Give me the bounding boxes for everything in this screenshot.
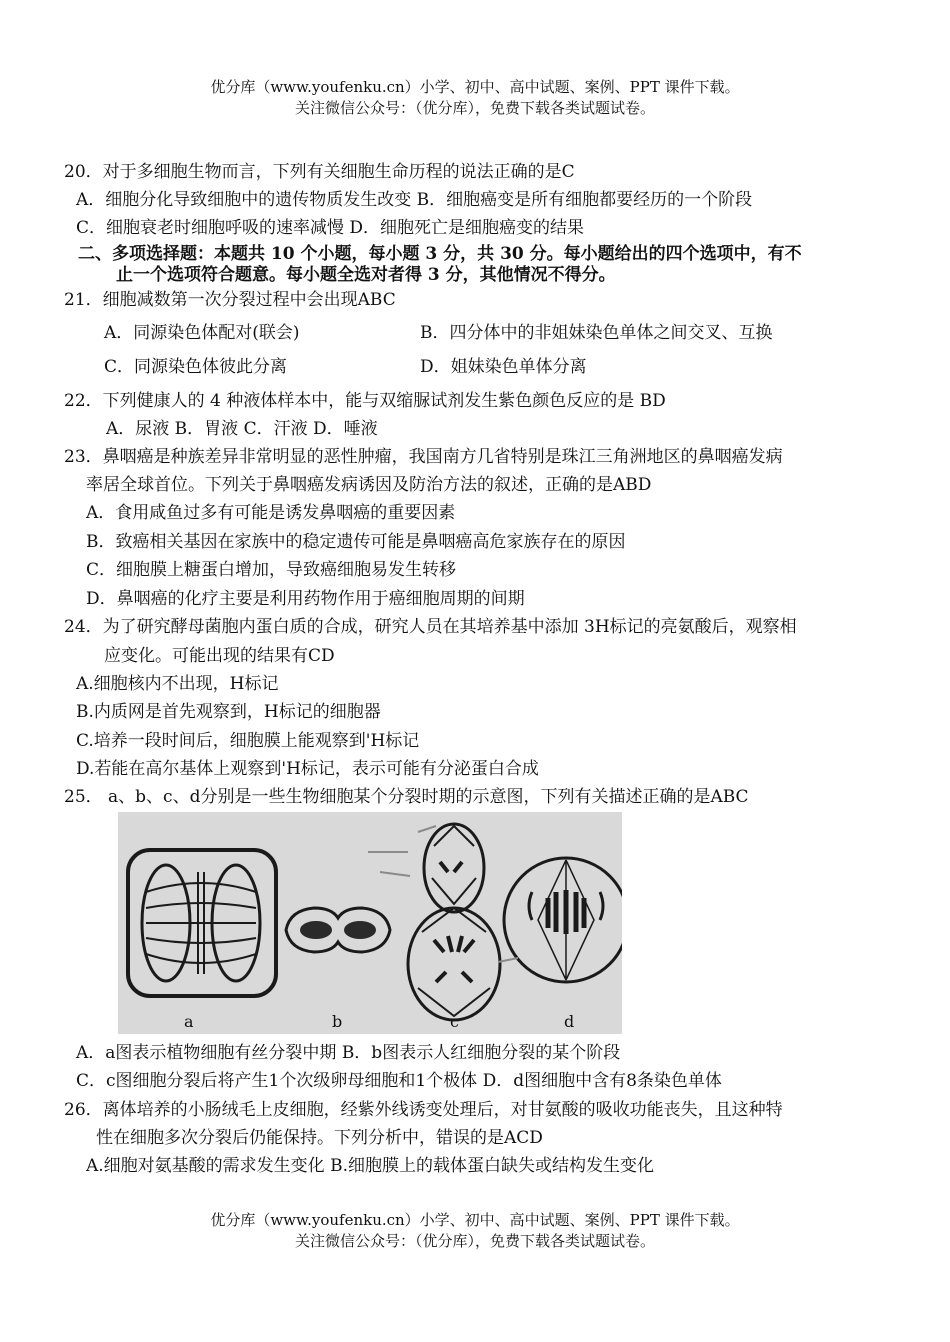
q25-options-cd: C．c图细胞分裂后将产生1个次级卵母细胞和1个极体 D．d图细胞中含有8条染色单体 [76, 1071, 722, 1091]
footer-line-2: 关注微信公众号：（优分库），免费下载各类试题试卷。 [294, 1232, 655, 1250]
q25-options-ab: A．a图表示植物细胞有丝分裂中期 B．b图表示人红细胞分裂的某个阶段 [76, 1043, 621, 1063]
cell-a-drawing [128, 850, 276, 996]
figure-label-c: c [450, 1012, 459, 1031]
q20-stem: 20．对于多细胞生物而言，下列有关细胞生命历程的说法正确的是C [64, 162, 575, 182]
q23-option-a: A．食用咸鱼过多有可能是诱发鼻咽癌的重要因素 [86, 503, 456, 523]
q23-option-b: B．致癌相关基因在家族中的稳定遗传可能是鼻咽癌高危家族存在的原因 [86, 532, 626, 552]
q21-option-c: C．同源染色体彼此分离 [104, 357, 288, 377]
q21-option-d: D．姐妹染色单体分离 [420, 357, 587, 377]
q21-option-b: B．四分体中的非姐妹染色单体之间交叉、互换 [420, 323, 773, 343]
q24-option-a: A.细胞核内不出现，H标记 [76, 674, 279, 694]
q26-stem-line1: 26．离体培养的小肠绒毛上皮细胞，经紫外线诱变处理后，对甘氨酸的吸收功能丧失，且这种特 [64, 1100, 783, 1120]
q26-stem-line2: 性在细胞多次分裂后仍能保持。下列分析中，错误的是ACD [96, 1128, 543, 1148]
q23-stem-line1: 23．鼻咽癌是种族差异非常明显的恶性肿瘤，我国南方几省特别是珠江三角洲地区的鼻咽癌发病 [64, 447, 783, 467]
cell-division-figure [118, 812, 622, 1034]
q26-options-ab: A.细胞对氨基酸的需求发生变化 B.细胞膜上的载体蛋白缺失或结构发生变化 [86, 1156, 654, 1176]
q24-option-d: D.若能在高尔基体上观察到'H标记，表示可能有分泌蛋白合成 [76, 759, 539, 779]
footer-line-1: 优分库（www.youfenku.cn）小学、初中、高中试题、案例、PPT 课件下载。 [210, 1211, 740, 1229]
cell-b-drawing [286, 908, 390, 952]
figure-label-a: a [184, 1012, 194, 1031]
header-line-1: 优分库（www.youfenku.cn）小学、初中、高中试题、案例、PPT 课件下载。 [210, 78, 740, 96]
header-line-2: 关注微信公众号：（优分库），免费下载各类试题试卷。 [294, 99, 655, 117]
q24-stem-line2: 应变化。可能出现的结果有CD [104, 646, 335, 666]
q21-stem: 21．细胞减数第一次分裂过程中会出现ABC [64, 290, 396, 310]
cell-c-drawing [408, 824, 500, 1020]
q22-options: A．尿液 B．胃液 C．汗液 D．唾液 [106, 419, 378, 439]
q21-option-a: A．同源染色体配对(联会) [104, 323, 300, 343]
q23-option-c: C．细胞膜上糖蛋白增加，导致癌细胞易发生转移 [86, 560, 457, 580]
q22-stem: 22．下列健康人的 4 种液体样本中，能与双缩脲试剂发生紫色颜色反应的是 BD [64, 391, 666, 411]
q24-option-b: B.内质网是首先观察到，H标记的细胞器 [76, 702, 381, 722]
section2-instructions: 止一个选项符合题意。每小题全选对者得 3 分，其他情况不得分。 [116, 265, 616, 285]
q25-stem: 25． a、b、c、d分别是一些生物细胞某个分裂时期的示意图，下列有关描述正确的是ABC [64, 787, 749, 807]
q20-options-cd: C．细胞衰老时细胞呼吸的速率减慢 D．细胞死亡是细胞癌变的结果 [76, 218, 585, 238]
figure-label-b: b [332, 1012, 343, 1031]
q24-option-c: C.培养一段时间后，细胞膜上能观察到'H标记 [76, 731, 420, 751]
cell-d-drawing [504, 858, 622, 982]
q20-options-ab: A．细胞分化导致细胞中的遗传物质发生改变 B．细胞癌变是所有细胞都要经历的一个阶段 [76, 190, 753, 210]
section2-title: 二、多项选择题：本题共 10 个小题，每小题 3 分，共 30 分。每小题给出的四个选项中，有不 [78, 244, 802, 264]
figure-label-d: d [564, 1012, 575, 1031]
q23-option-d: D．鼻咽癌的化疗主要是利用药物作用于癌细胞周期的间期 [86, 589, 525, 609]
q24-stem-line1: 24．为了研究酵母菌胞内蛋白质的合成，研究人员在其培养基中添加 3H标记的亮氨酸后，观察相 [64, 617, 797, 637]
q23-stem-line2: 率居全球首位。下列关于鼻咽癌发病诱因及防治方法的叙述，正确的是ABD [86, 475, 652, 495]
